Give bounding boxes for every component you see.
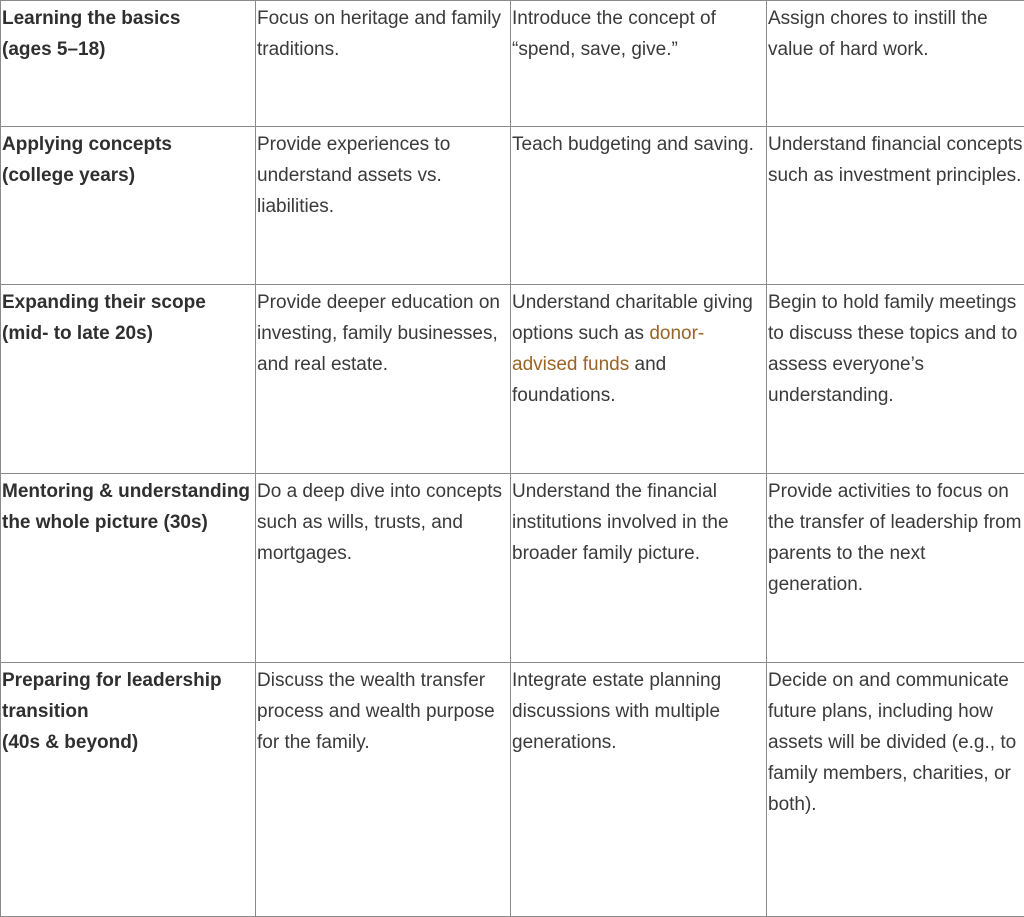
stage-cell — [1, 474, 256, 663]
table-cell: Understand financial concepts such as investment principles. — [767, 127, 1024, 285]
table-cell — [511, 285, 767, 474]
stage-cell — [1, 1, 256, 127]
table-row — [1, 474, 1024, 663]
table-cell: Provide deeper education on investing, family businesses, and real estate. — [256, 285, 511, 474]
stage-label: Learning the basics — [2, 3, 255, 34]
table-cell: Assign chores to instill the value of hard work. — [767, 1, 1024, 127]
stage-age: (ages 5–18) — [2, 34, 255, 65]
cell-text: Understand charitable giving options such as — [512, 292, 753, 344]
cell-text: and foundations. — [512, 354, 666, 406]
table-cell: Begin to hold family meetings to discuss these topics and to assess everyone’s understanding. — [767, 285, 1024, 474]
stage-label: Expanding their scope — [2, 287, 255, 318]
table-cell: Decide on and communicate future plans, including how assets will be divided (e.g., to family members, charities, or both). — [767, 663, 1024, 917]
table-cell: Discuss the wealth transfer process and wealth purpose for the family. — [256, 663, 511, 917]
table-row — [1, 1, 1024, 127]
stage-label: Preparing for leadership transition — [2, 665, 255, 727]
table-cell: Provide activities to focus on the transfer of leadership from parents to the next generation. — [767, 474, 1024, 663]
stage-age: (college years) — [2, 160, 255, 191]
donor-advised-funds-link[interactable]: donor-advised funds — [512, 323, 704, 375]
stage-cell — [1, 127, 256, 285]
stage-cell — [1, 285, 256, 474]
stage-cell — [1, 663, 256, 917]
stage-label: Mentoring & understanding the whole picture (30s) — [2, 476, 255, 538]
table-cell: Do a deep dive into concepts such as wills, trusts, and mortgages. — [256, 474, 511, 663]
stage-label: Applying concepts — [2, 129, 255, 160]
table-cell: Teach budgeting and saving. — [511, 127, 767, 285]
table-cell: Introduce the concept of “spend, save, give.” — [511, 1, 767, 127]
table-cell: Integrate estate planning discussions with multiple generations. — [511, 663, 767, 917]
table-cell: Focus on heritage and family traditions. — [256, 1, 511, 127]
table-cell: Provide experiences to understand assets vs. liabilities. — [256, 127, 511, 285]
table-row — [1, 663, 1024, 917]
table-cell: Understand the financial institutions involved in the broader family picture. — [511, 474, 767, 663]
table-row — [1, 127, 1024, 285]
table-row — [1, 285, 1024, 474]
stage-age: (40s & beyond) — [2, 727, 255, 758]
stage-age: (mid- to late 20s) — [2, 318, 255, 349]
